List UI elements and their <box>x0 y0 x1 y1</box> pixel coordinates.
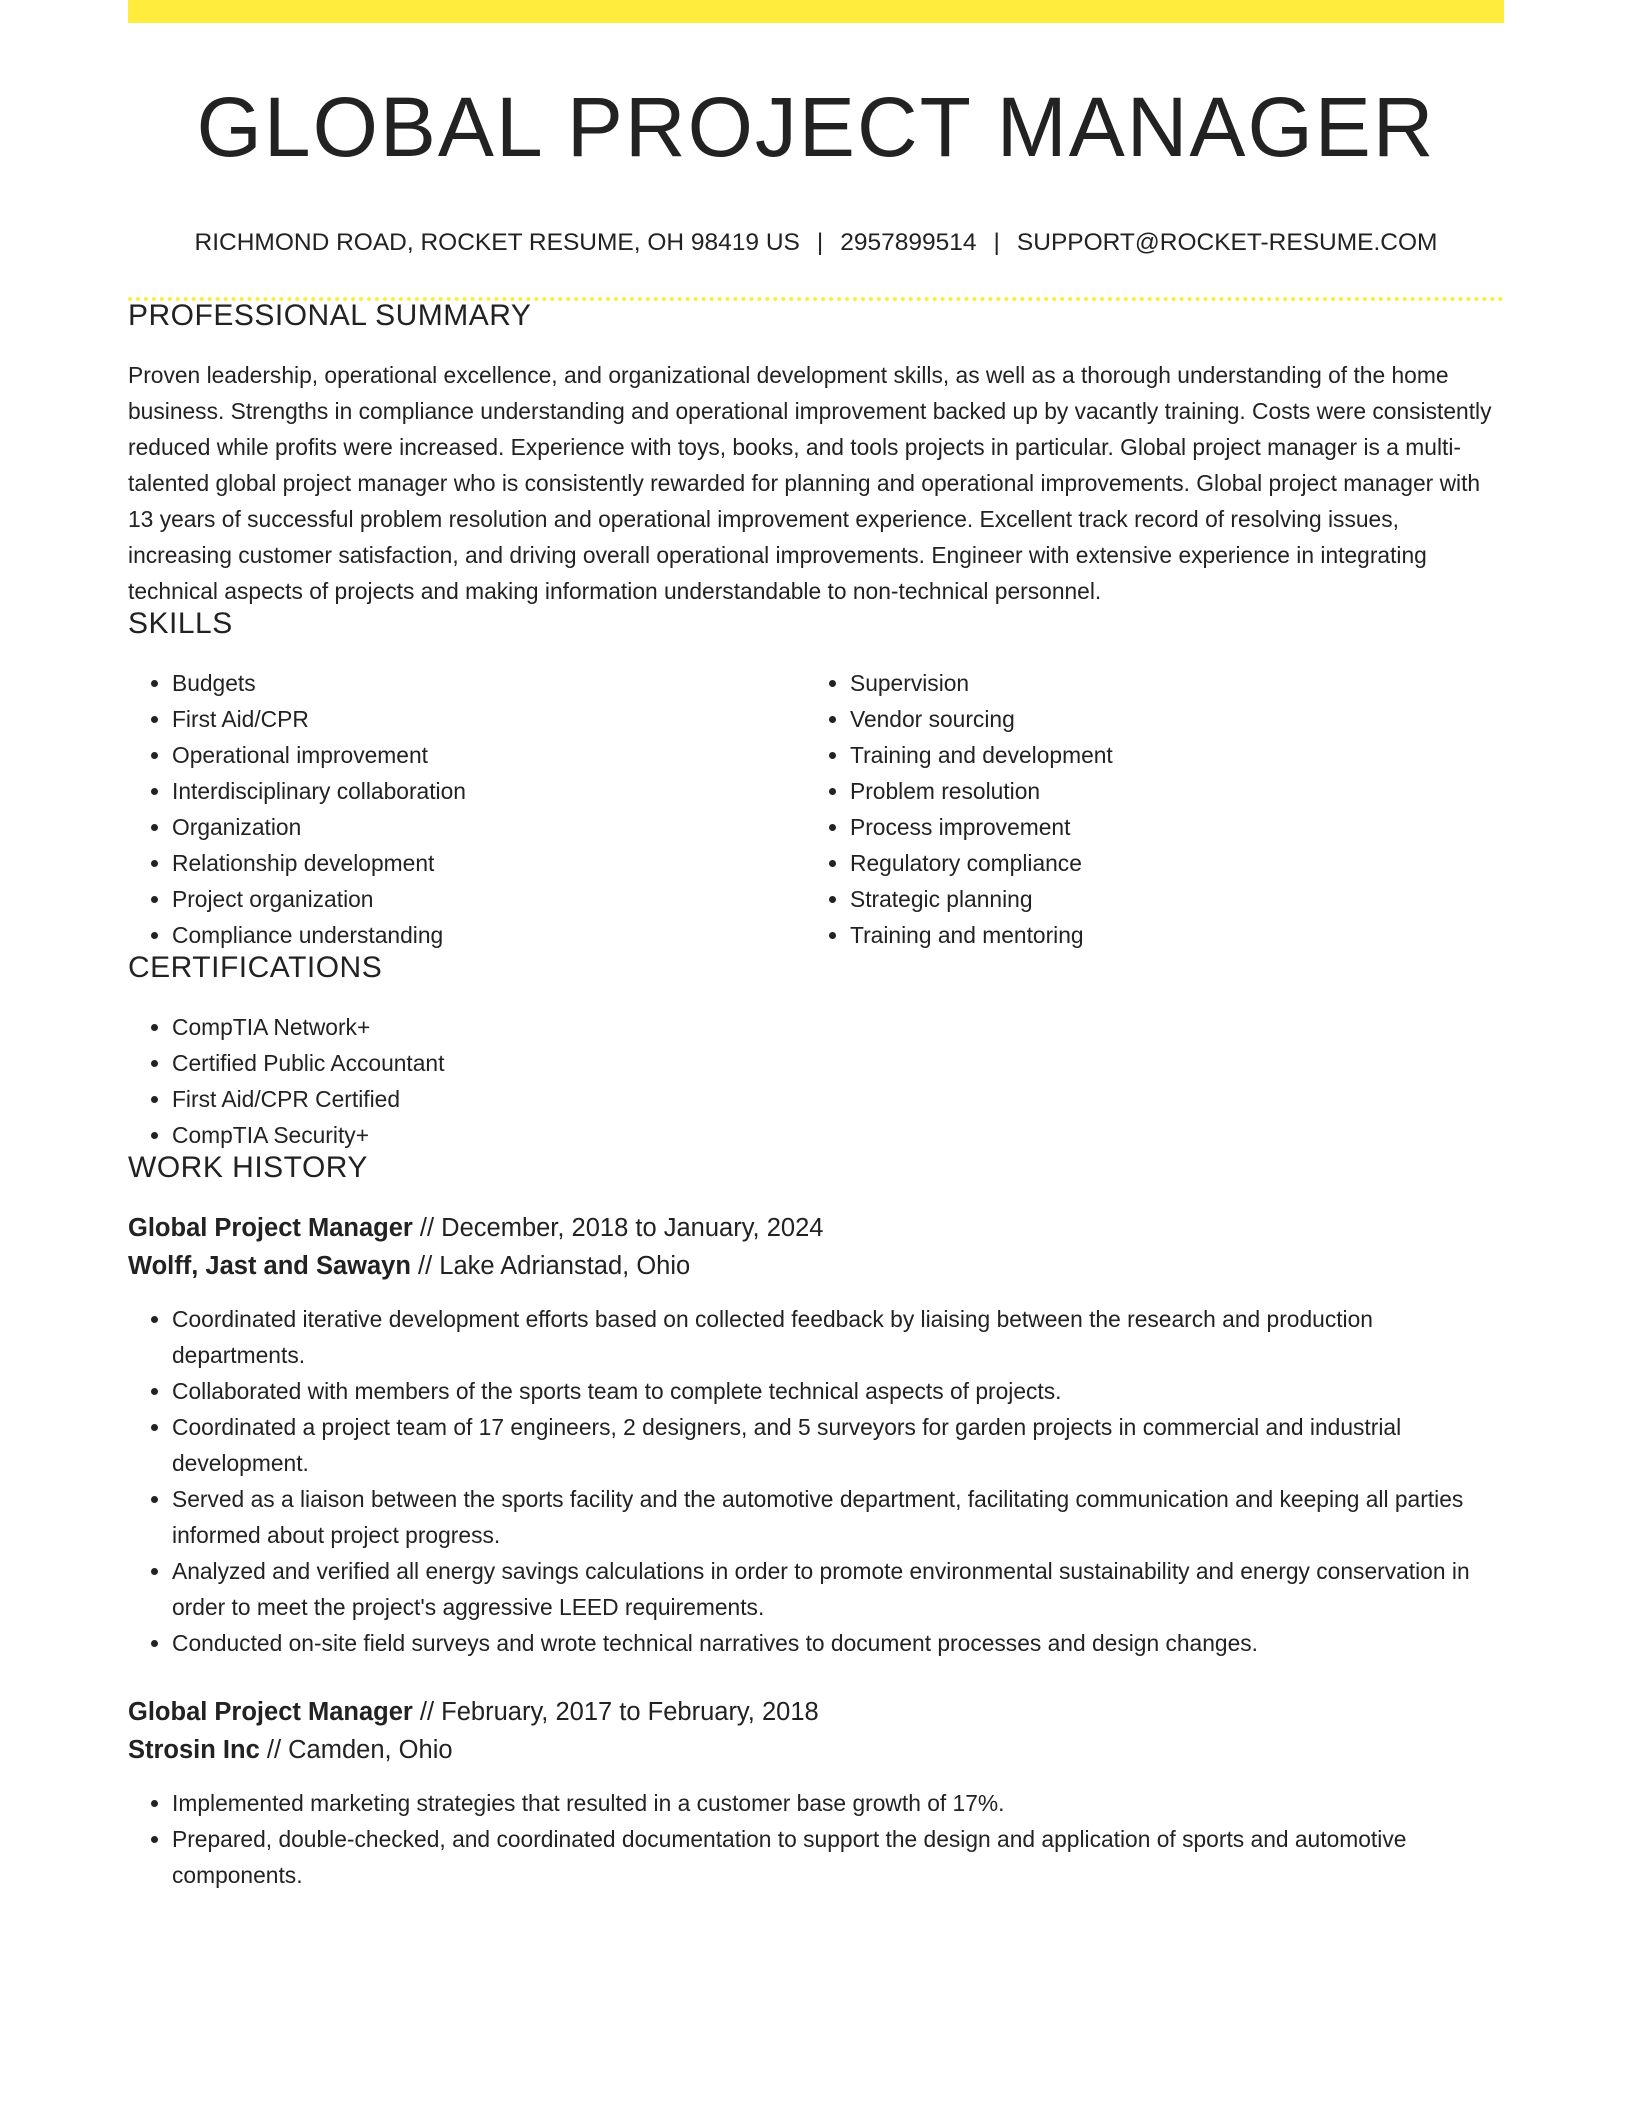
skills-heading: SKILLS <box>128 606 233 640</box>
contact-email: SUPPORT@ROCKET-RESUME.COM <box>1016 229 1438 256</box>
job-bullet: • Prepared, double-checked, and coordinated documentation to support the design and application of sports and automotive components. <box>172 1821 1504 1893</box>
skill-item: • Supervision <box>850 665 1484 701</box>
contact-phone: 2957899514 <box>840 229 977 256</box>
resume-name: GLOBAL PROJECT MANAGER <box>196 80 1436 174</box>
summary-text: Proven leadership, operational excellence, and organizational development skills, as well as a thorough understanding of the home business. Strengths in compliance understanding and operational improvement backed up by vacantly training. Costs were consistently reduced while profits were increased. Experience with toys, books, and tools projects in particular. Global project manager is a multi-talented global project manager who is consistently rewarded for planning and operational improvements. Global project manager with 13 years of successful problem resolution and operational improvement experience. Excellent track record of resolving issues, increasing customer satisfaction, and driving overall operational improvements. Engineer with extensive experience in integrating technical aspects of projects and making information understandable to non-technical personnel. <box>128 361 1492 604</box>
skill-item: • First Aid/CPR <box>172 701 806 737</box>
skills-columns <box>128 665 1504 953</box>
job-bullet: • Implemented marketing strategies that resulted in a customer base growth of 17%. <box>172 1785 1504 1821</box>
skills-column-left <box>128 665 806 953</box>
job-bullet: • Coordinated iterative development efforts based on collected feedback by liaising between the research and production departments. <box>172 1301 1504 1373</box>
contact-line <box>128 231 1504 256</box>
skill-item: • Strategic planning <box>850 881 1484 917</box>
contact-separator: | <box>816 229 824 256</box>
job-bullet: • Analyzed and verified all energy savings calculations in order to promote environmental sustainability and energy conservation in order to meet the project's aggressive LEED requirements. <box>172 1553 1504 1625</box>
job-location: // Camden, Ohio <box>259 1735 453 1764</box>
job-dates: // December, 2018 to January, 2024 <box>412 1213 824 1242</box>
skill-item: • Training and mentoring <box>850 917 1484 953</box>
job-bullet-list <box>128 1785 1504 1893</box>
job-bullet-list <box>128 1301 1504 1661</box>
job-title: Global Project Manager <box>128 1213 413 1242</box>
top-accent-bar <box>128 0 1504 23</box>
job-title-line <box>128 1693 1504 1731</box>
skill-item: • Relationship development <box>172 845 806 881</box>
skill-item: • Process improvement <box>850 809 1484 845</box>
summary-heading: PROFESSIONAL SUMMARY <box>128 298 532 332</box>
skill-item: • Problem resolution <box>850 773 1484 809</box>
job-dates: // February, 2017 to February, 2018 <box>412 1697 819 1726</box>
job-bullet: • Collaborated with members of the sports team to complete technical aspects of projects. <box>172 1373 1504 1409</box>
skills-list-left <box>128 665 806 953</box>
certification-item: • Certified Public Accountant <box>172 1045 1504 1081</box>
skill-item: • Project organization <box>172 881 806 917</box>
skill-item: • Compliance understanding <box>172 917 806 953</box>
job-company: Wolff, Jast and Sawayn <box>128 1251 411 1280</box>
certifications-list <box>128 1009 1504 1153</box>
job-bullet: • Served as a liaison between the sports facility and the automotive department, facilitating communication and keeping all parties informed about project progress. <box>172 1481 1504 1553</box>
job-title: Global Project Manager <box>128 1697 413 1726</box>
certifications-heading: CERTIFICATIONS <box>128 950 383 984</box>
skills-list-right <box>806 665 1484 953</box>
skill-item: • Budgets <box>172 665 806 701</box>
skill-item: • Vendor sourcing <box>850 701 1484 737</box>
job-bullet: • Coordinated a project team of 17 engineers, 2 designers, and 5 surveyors for garden projects in commercial and industrial development. <box>172 1409 1504 1481</box>
job-bullet: • Conducted on-site field surveys and wrote technical narratives to document processes and design changes. <box>172 1625 1504 1661</box>
job-company: Strosin Inc <box>128 1735 260 1764</box>
skill-item: • Interdisciplinary collaboration <box>172 773 806 809</box>
skill-item: • Training and development <box>850 737 1484 773</box>
job-title-line <box>128 1209 1504 1247</box>
job-entry <box>128 1209 1504 1661</box>
skill-item: • Organization <box>172 809 806 845</box>
job-entry <box>128 1693 1504 1893</box>
certification-item: • CompTIA Network+ <box>172 1009 1504 1045</box>
resume-page <box>128 0 1504 1893</box>
work-history-heading: WORK HISTORY <box>128 1150 368 1184</box>
skill-item: • Operational improvement <box>172 737 806 773</box>
contact-address: RICHMOND ROAD, ROCKET RESUME, OH 98419 US <box>194 229 800 256</box>
job-location: // Lake Adrianstad, Ohio <box>410 1251 691 1280</box>
certification-item: • CompTIA Security+ <box>172 1117 1504 1153</box>
job-company-line <box>128 1731 1504 1769</box>
skill-item: • Regulatory compliance <box>850 845 1484 881</box>
certification-item: • First Aid/CPR Certified <box>172 1081 1504 1117</box>
contact-separator: | <box>993 229 1000 256</box>
skills-column-right <box>806 665 1484 953</box>
job-company-line <box>128 1247 1504 1285</box>
